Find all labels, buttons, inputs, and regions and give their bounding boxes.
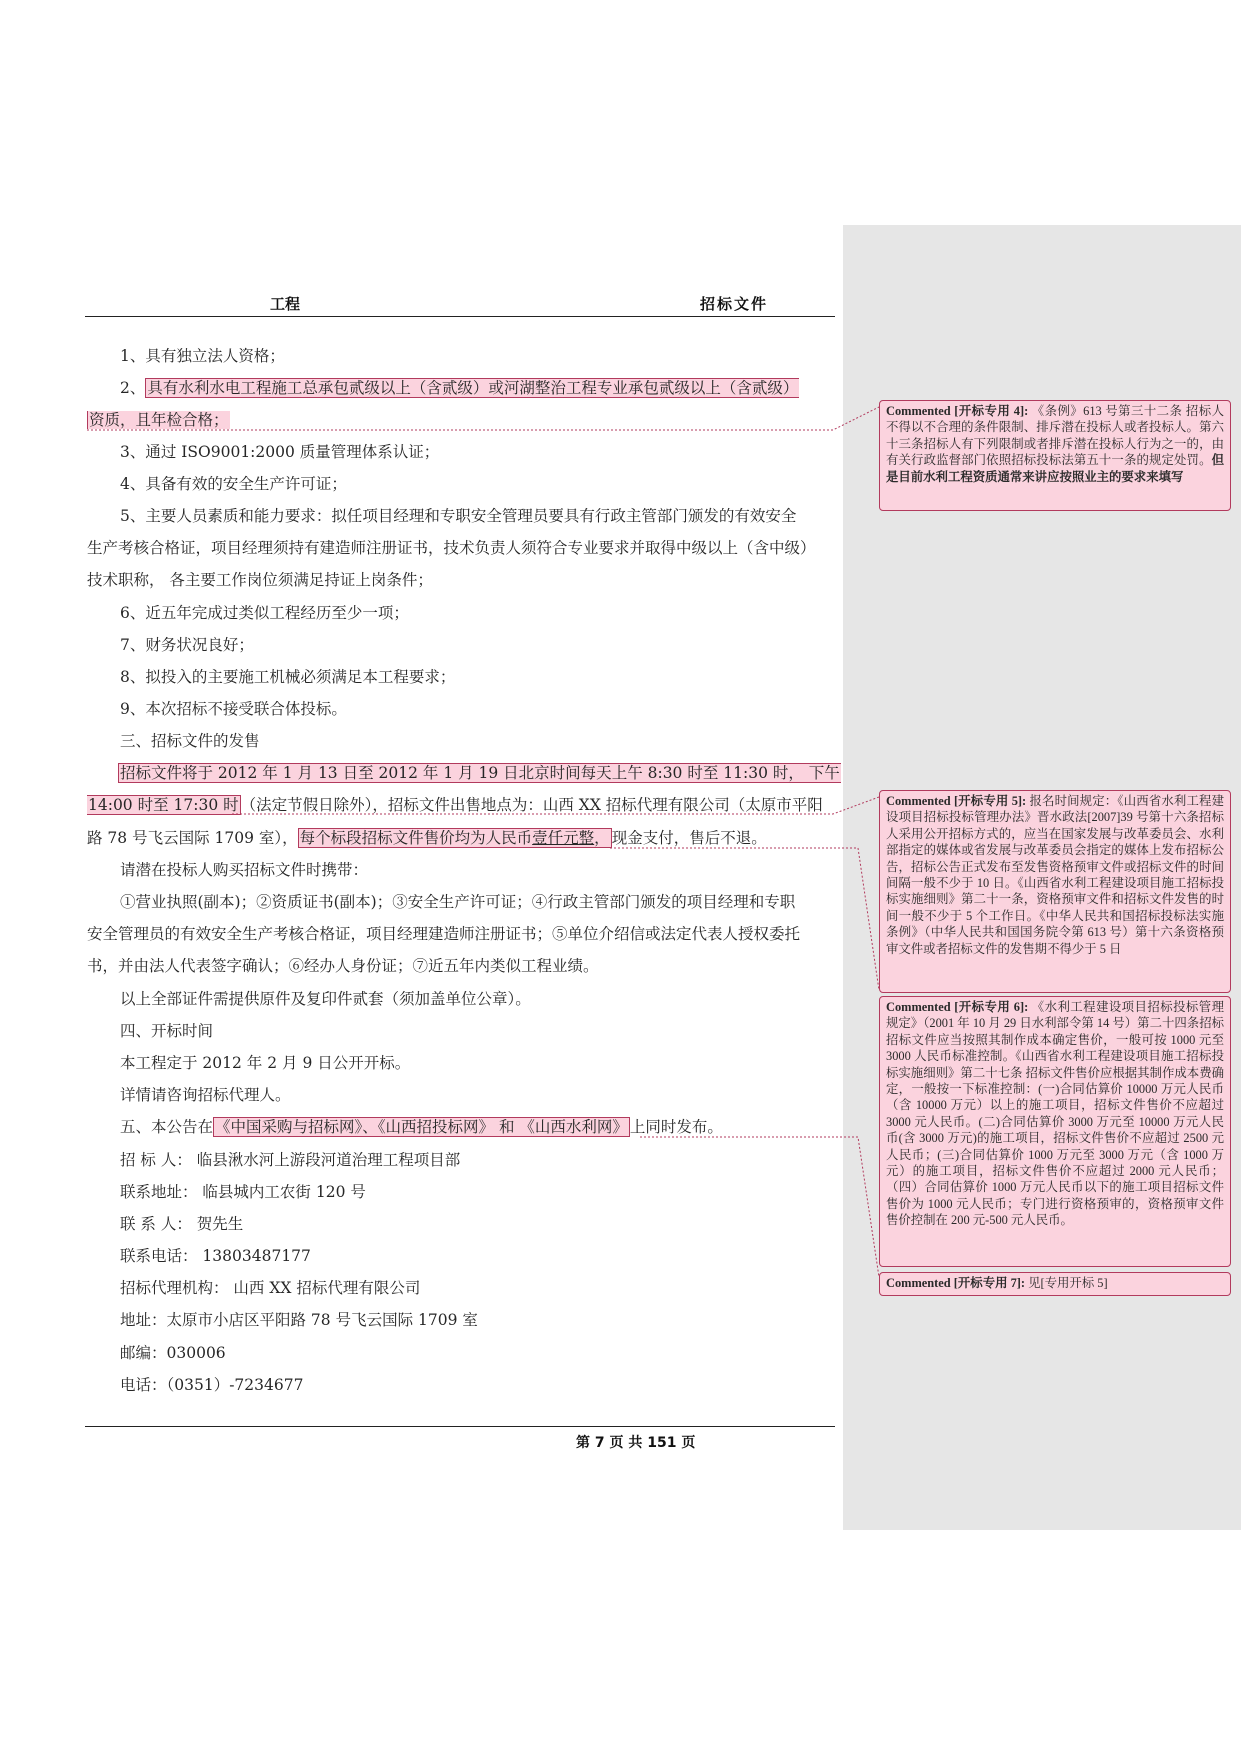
req-5-cont2: 技术职称， 各主要工作岗位须满足持证上岗条件； (87, 571, 433, 589)
contact-address: 联系地址： 临县城内工农街 120 号 (120, 1183, 366, 1201)
docs-list-2: 安全管理员的有效安全生产考核合格证，项目经理建造师注册证书；⑤单位介绍信或法定代表人授权委托 (87, 925, 801, 943)
req-4: 4、具备有效的安全生产许可证； (120, 475, 347, 493)
req-2-cont (87, 410, 230, 430)
req-7: 7、财务状况良好； (120, 636, 254, 654)
req-6: 6、近五年完成过类似工程经历至少一项； (120, 604, 409, 622)
req-8: 8、拟投入的主要施工机械必须满足本工程要求； (120, 668, 456, 686)
payment-terms: 现金支付，售后不退。 (611, 829, 767, 847)
page-number: 第 7 页 共 151 页 (576, 1435, 696, 1451)
comment-6[interactable]: Commented [开标专用 6]: 《水利工程建设项目招标投标管理规定》（2001 年 10 月 29 日水利部令第 14 号）第二十四条招标 招标文件应当按照其制作成本确定售价，一般可按 1000 元至 3000 人民币标准控制。《山西省水利工程建设项目施工招标投标实施细则》第二十七条 招标文件售价应根据其制作成本费确定，一般按一下标准控制：(一)合同估算价 10000 万元人民币（含 10000 万元）以上的施工项目，招标文件售价不应超过 3000 元人民币。(二)合同估算价 3000 万元至 10000 万元人民币(含 3000 万元)的施工项目，招标文件售价不应超过 2500 元人民币；(三)合同估算价 1000 万元至 3000 万元（含 1000 万元）的施工项目，招标文件售价不应超过 2000 元人民币；（四）合同估算价 1000 万元人民币以下的施工项目招标文件售价为 1000 元人民币；专门进行资格预审的，资格预审文件售价控制在 200 元-500 元人民币。 (879, 996, 1231, 1267)
postcode: 邮编：030006 (120, 1344, 226, 1362)
price-amount: 壹仟元整 (532, 829, 595, 847)
req-2 (120, 378, 799, 398)
comment-7[interactable]: Commented [开标专用 7]: 见[专用开标 5] (879, 1272, 1231, 1296)
section-3-heading: 三、招标文件的发售 (120, 732, 260, 750)
req-9: 9、本次招标不接受联合体投标。 (120, 700, 347, 718)
comment-5[interactable]: Commented [开标专用 5]: 报名时间规定：《山西省水利工程建设项目招标投标管理办法》晋水政法[2007]39 号第十六条招标人采用公开招标方式的，应当在国家发展与改革委员会、水利部指定的媒体或省发展与改革委员会指定的媒体上发布招标公告，招标公告正式发布至发售资格预审文件或招标文件的时间间隔一般不少于 10 日。《山西省水利工程建设项目施工招标投标实施细则》第二十一条，资格预审文件和招标文件发售的时间一般不少于 5 个工作日。《中华人民共和国招标投标法实施条例》（中华人民共和国国务院令第 613 号）第十六条资格预审文件或者招标文件的发售期不得少于 5 日 (879, 790, 1231, 993)
sale-time (118, 763, 841, 783)
publish-line: 五、本公告在 《中国采购与招标网》、《山西招投标网》 和 《山西水利网》 上同时发布。 (120, 1118, 723, 1136)
header-rule (85, 316, 835, 317)
contact-person: 联 系 人： 贺先生 (120, 1215, 244, 1233)
highlight-sale-time-cont[interactable]: 14:00 时至 17:30 时 (88, 796, 239, 814)
sale-price-line (87, 828, 767, 848)
agency-address: 地址：太原市小店区平阳路 78 号飞云国际 1709 室 (120, 1311, 478, 1329)
header-doc-title: 招标文件 (700, 295, 769, 313)
req-2-num: 2、 (120, 379, 146, 397)
highlight-sale-time[interactable]: 招标文件将于 2012 年 1 月 13 日至 2012 年 1 月 19 日北京时间每天上午 8:30 时至 11:30 时， 下午 (120, 764, 840, 782)
opening-date: 本工程定于 2012 年 2 月 9 日公开开标。 (120, 1054, 411, 1072)
connector-6 (610, 848, 879, 990)
section-4-heading: 四、开标时间 (120, 1022, 214, 1040)
highlight-sale-price[interactable]: 每个标段招标文件售价均为人民币壹仟元整， (299, 829, 610, 847)
contact-phone: 联系电话： 13803487177 (120, 1247, 311, 1265)
docs-note: 以上全部证件需提供原件及复印件贰套（须加盖单位公章）。 (120, 990, 531, 1008)
sale-location: （法定节假日除外），招标文件出售地点为：山西 XX 招标代理有限公司（太原市平阳 (240, 796, 823, 814)
req-3: 3、通过 ISO9001:2000 质量管理体系认证； (120, 443, 440, 461)
highlight-qualification[interactable]: 具有水利水电工程施工总承包贰级以上（含贰级）或河湖整治工程专业承包贰级以上（含贰级） (147, 379, 799, 397)
highlight-qualification-cont[interactable]: 资质，且年检合格； (89, 411, 229, 429)
agency-phone: 电话：（0351）-7234677 (120, 1376, 304, 1394)
req-1: 1、具有独立法人资格； (120, 347, 285, 365)
req-5-cont1: 生产考核合格证，项目经理须持有建造师注册证书，技术负责人须符合专业要求并取得中级以上（含中级） (87, 539, 816, 557)
sale-address: 路 78 号飞云国际 1709 室）， (87, 829, 298, 847)
highlight-media[interactable]: 《中国采购与招标网》、《山西招投标网》 和 《山西水利网》 (215, 1118, 628, 1136)
header-project: 工程 (270, 295, 301, 313)
sale-time-cont (87, 795, 823, 815)
consult-note: 详情请咨询招标代理人。 (120, 1086, 291, 1104)
docs-list-3: 书，并由法人代表签字确认；⑥经办人身份证；⑦近五年内类似工程业绩。 (87, 957, 599, 975)
comment-4[interactable]: Commented [开标专用 4]: 《条例》613 号第三十二条 招标人不得以不合理的条件限制、排斥潜在投标人或者投标人。第六十三条招标人有下列限制或者排斥潜在投标人行为之一的，由有关行政监督部门依照招标投标法第五十一条的规定处罚。但是目前水利工程资质通常来讲应按照业主的要求来填写 (879, 400, 1231, 511)
bring-docs: 请潜在投标人购买招标文件时携带： (120, 861, 369, 879)
agency: 招标代理机构： 山西 XX 招标代理有限公司 (120, 1279, 421, 1297)
footer-rule (85, 1426, 835, 1427)
tenderer: 招 标 人： 临县湫水河上游段河道治理工程项目部 (120, 1151, 461, 1169)
docs-list-1: ①营业执照(副本)；②资质证书(副本)；③安全生产许可证；④行政主管部门颁发的项目经理和专职 (120, 893, 796, 911)
req-5: 5、主要人员素质和能力要求：拟任项目经理和专职安全管理员要具有行政主管部门颁发的有效安全 (120, 507, 797, 525)
